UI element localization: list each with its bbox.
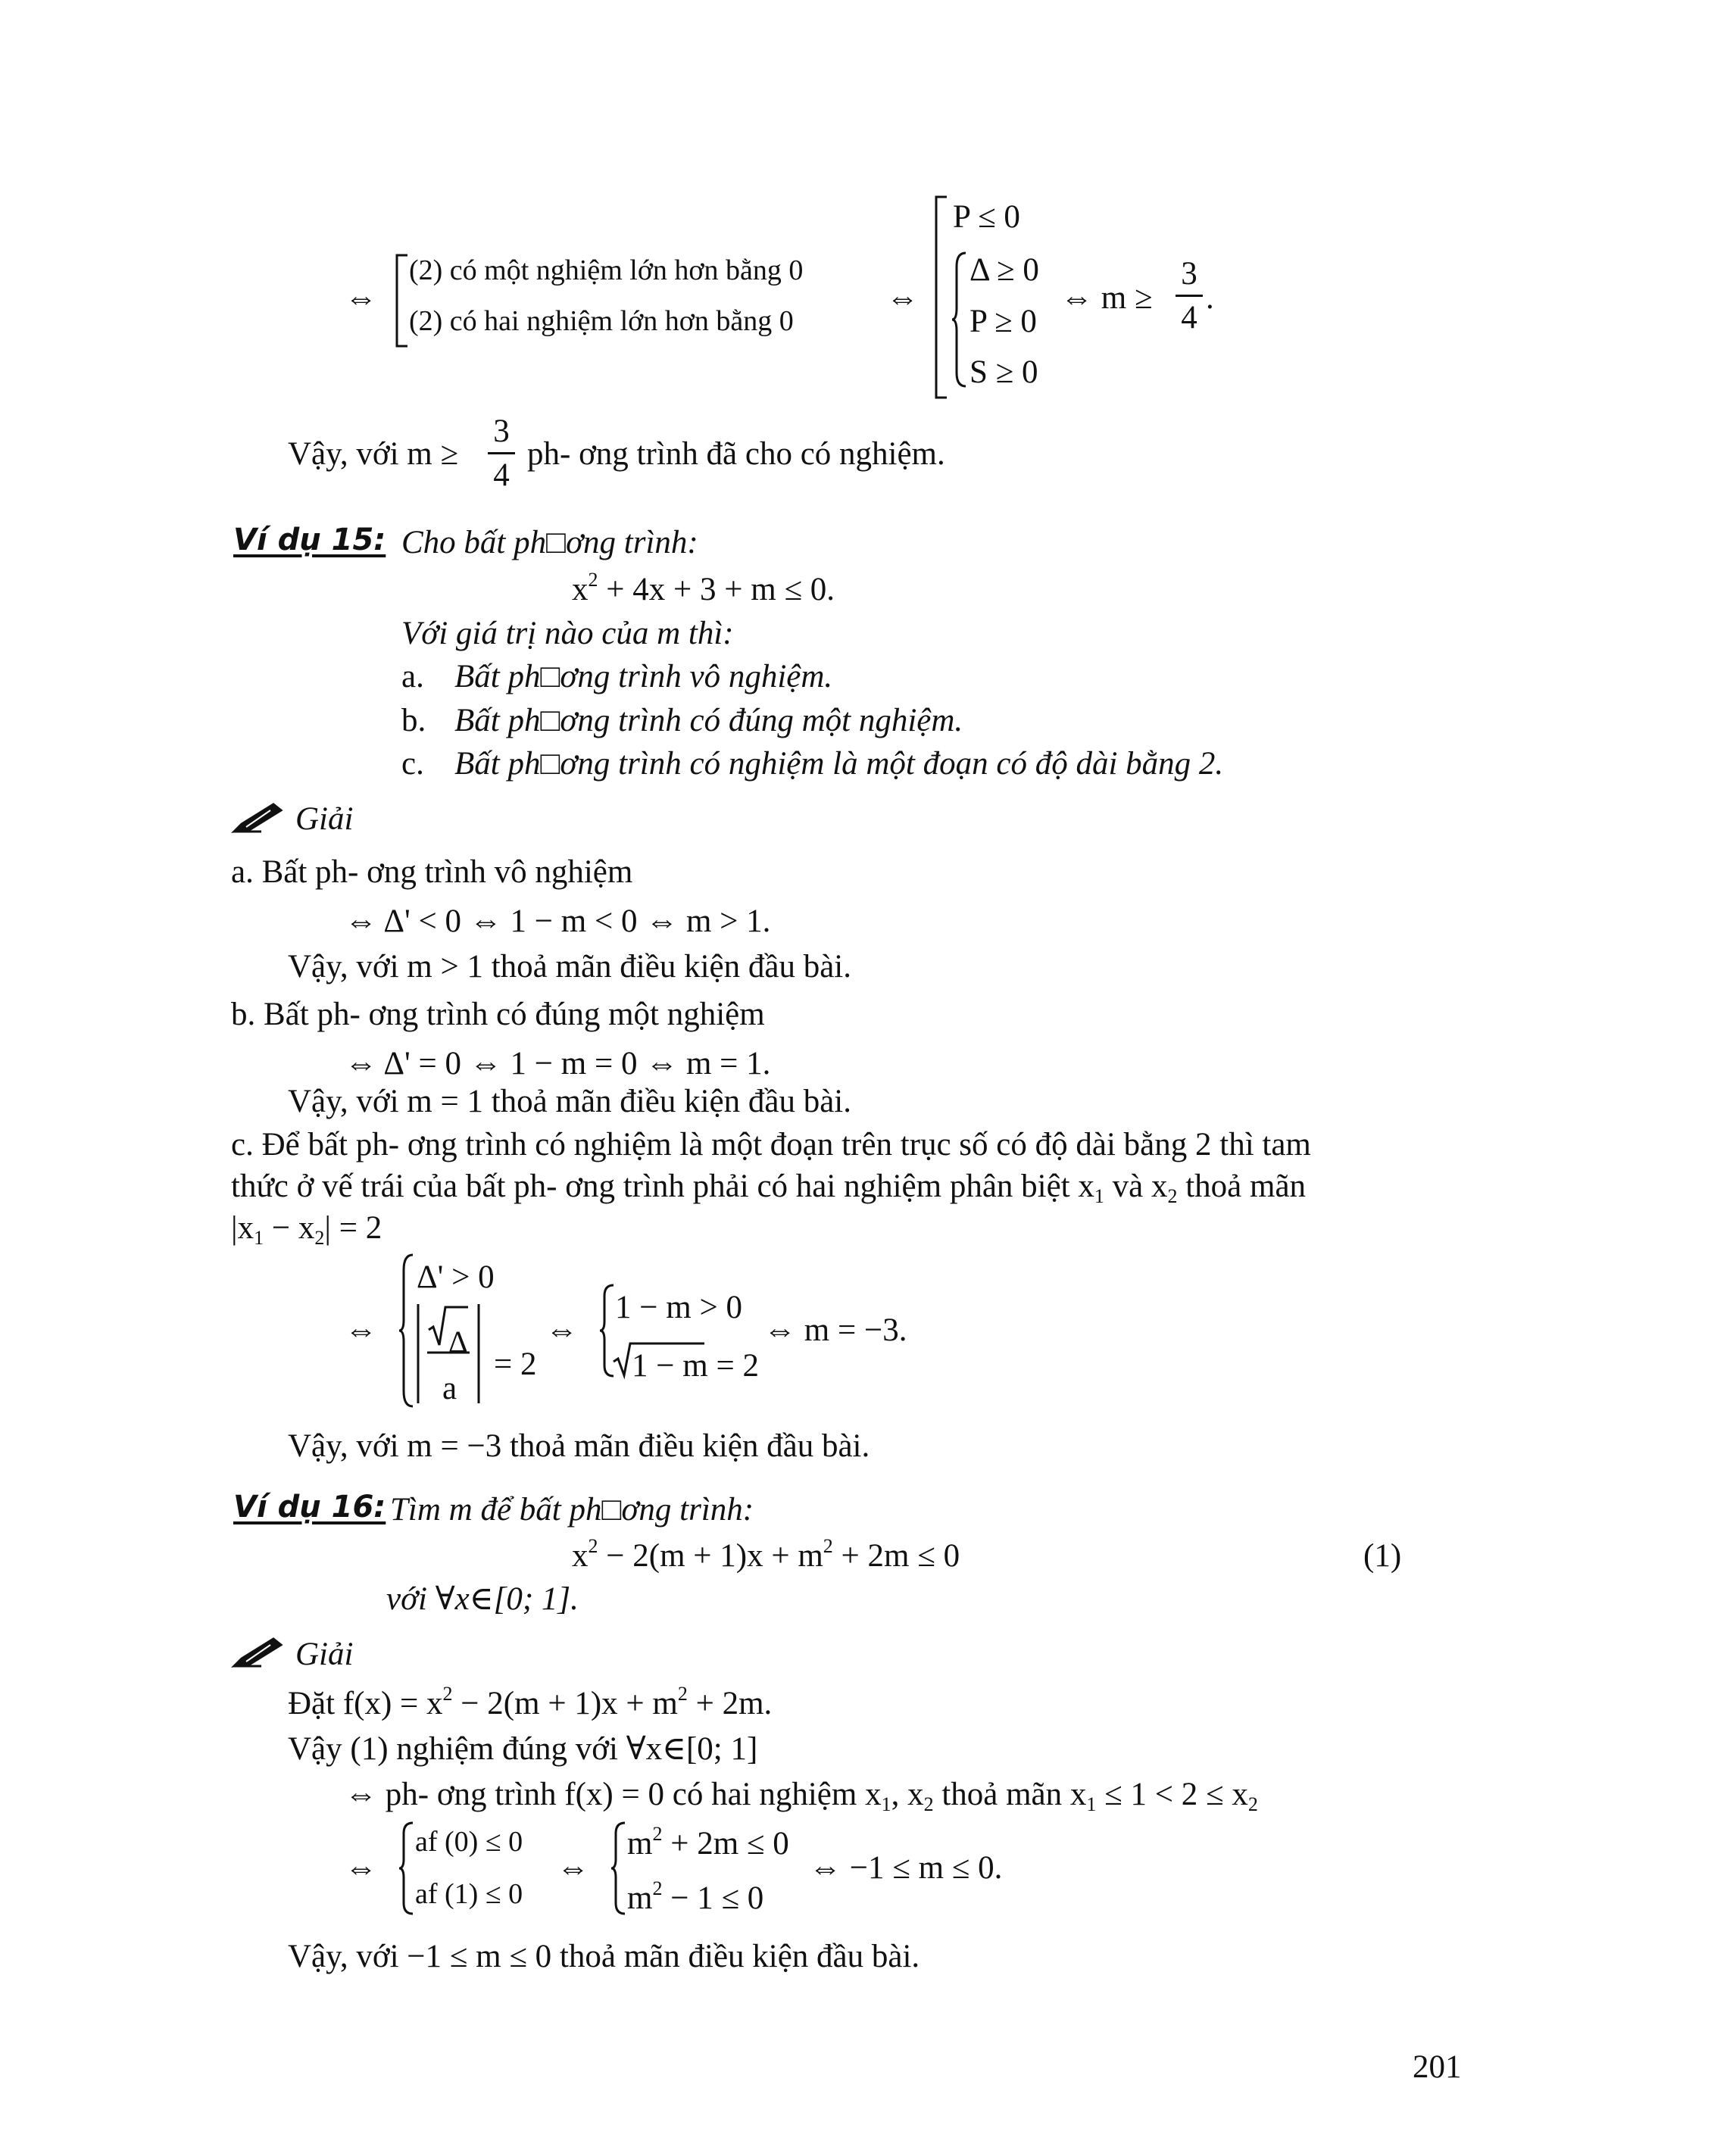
- condition-m2-minus-1: $m^2 - 1 \le 0$: [627, 1877, 764, 1916]
- fraction-numerator: 3: [493, 413, 510, 449]
- example-15-question: Với giá trị nào của m thì:: [401, 616, 734, 651]
- fraction-numerator: 3: [1181, 256, 1197, 292]
- part-b-derivation: ⇔ Δ' = 0 ⇔ 1 − m = 0 ⇔ m = 1.: [345, 1046, 771, 1081]
- case-one-root: (2) có một nghiệm lớn hơn bằng 0: [409, 254, 804, 286]
- condition-statement: Vậy (1) nghiệm đúng với ∀x∈[0; 1]: [288, 1731, 758, 1767]
- period: .: [1206, 280, 1214, 316]
- fraction-bar: [488, 452, 515, 454]
- fraction-three-quarters: [488, 415, 515, 492]
- fraction-denominator: 4: [493, 457, 510, 493]
- sqrt-one-minus-m-eq-2: 1 − m = 2: [632, 1348, 759, 1384]
- case-two-roots: (2) có hai nghiệm lớn hơn bằng 0: [409, 305, 794, 337]
- item-letter: b.: [401, 703, 426, 738]
- item-text: Bất ph□ơng trình có đúng một nghiệm.: [454, 703, 963, 738]
- part-a-derivation: ⇔ Δ' < 0 ⇔ 1 − m < 0 ⇔ m > 1.: [345, 903, 771, 939]
- example-15-inequality: $x^2 + 4x + 3 + m \le 0$.: [572, 569, 835, 607]
- condition-delta-ge-0: Δ ≥ 0: [969, 252, 1039, 288]
- or-bracket: [933, 195, 948, 400]
- part-c-conclusion: Vậy, với m = −3 thoả mãn điều kiện đầu bài.: [288, 1428, 870, 1464]
- condition-m2-plus-2m: $m^2 + 2m \le 0$: [627, 1823, 789, 1861]
- iff-symbol: ⇔: [345, 1850, 377, 1886]
- iff-symbol: ⇔: [886, 280, 919, 316]
- and-brace: [610, 1821, 626, 1916]
- condition-af1: af (1) ≤ 0: [415, 1878, 523, 1910]
- condition-s-ge-0: S ≥ 0: [969, 354, 1038, 390]
- for-all-domain: với ∀x∈[0; 1].: [386, 1581, 579, 1617]
- item-letter: c.: [401, 746, 424, 782]
- and-brace: [951, 251, 967, 388]
- result-m-eq-neg3: ⇔ m = −3.: [763, 1312, 907, 1348]
- conclusion-text: Vậy, với m ≥: [288, 436, 459, 472]
- result-m-ge: ⇔ m ≥: [1060, 280, 1153, 316]
- condition-one-minus-m-gt-0: 1 − m > 0: [615, 1290, 742, 1325]
- example-15-intro: Cho bất ph□ơng trình:: [401, 525, 698, 560]
- part-c-text-line3: $|x_1 - x_2| = 2$: [231, 1210, 382, 1249]
- or-bracket: [394, 254, 409, 348]
- part-c-text-line1: c. Để bất ph- ơng trình có nghiệm là một đoạn trên trục số có độ dài bằng 2 thì tam: [231, 1127, 1311, 1162]
- sqrt-delta: Δ: [448, 1325, 468, 1359]
- part-b-title: b. Bất ph- ơng trình có đúng một nghiệm: [231, 997, 765, 1032]
- condition-p-le-0: P ≤ 0: [953, 199, 1020, 235]
- fraction-bar: [1176, 295, 1203, 297]
- and-brace: [398, 1253, 414, 1409]
- root-condition: ⇔ ph- ơng trình f(x) = 0 có hai nghiệm $x_1$, $x_2$ thoả mãn $x_1 \le 1 < 2 \le x_2$: [345, 1777, 1258, 1815]
- define-f: Đặt $f(x) = x^2 - 2(m + 1)x + m^2 + 2m$.: [288, 1683, 773, 1721]
- example-16-inequality: $x^2 - 2(m + 1)x + m^2 + 2m \le 0$: [572, 1535, 960, 1574]
- page-number: 201: [1413, 2049, 1462, 2085]
- pencil-icon: [231, 1636, 284, 1669]
- equals-two: = 2: [494, 1347, 537, 1382]
- part-c-text-line2: thức ở vế trái của bất ph- ơng trình phải có hai nghiệm phân biệt $x_1$ và $x_2$ thoả mãn: [231, 1169, 1307, 1207]
- equation-number: (1): [1363, 1538, 1402, 1574]
- fraction-denominator: 4: [1181, 300, 1197, 335]
- condition-af0: af (0) ≤ 0: [415, 1826, 523, 1858]
- result-range: ⇔ −1 ≤ m ≤ 0.: [809, 1850, 1003, 1886]
- iff-symbol: ⇔: [557, 1850, 589, 1886]
- item-text: Bất ph□ơng trình vô nghiệm.: [454, 659, 833, 694]
- solution-title: Giải: [295, 801, 354, 837]
- conclusion-text: ph- ơng trình đã cho có nghiệm.: [527, 436, 945, 472]
- pencil-icon: [231, 801, 284, 835]
- final-conclusion: Vậy, với −1 ≤ m ≤ 0 thoả mãn điều kiện đầu bài.: [288, 1939, 920, 1974]
- part-b-conclusion: Vậy, với m = 1 thoả mãn điều kiện đầu bài.: [288, 1084, 851, 1119]
- example-16-intro: Tìm m để bất ph□ơng trình:: [390, 1492, 754, 1528]
- part-a-title: a. Bất ph- ơng trình vô nghiệm: [231, 854, 633, 890]
- example-16-heading: Ví dụ 16:: [233, 1490, 386, 1524]
- and-brace: [398, 1821, 414, 1916]
- example-15-heading: Ví dụ 15:: [233, 523, 386, 557]
- iff-symbol: ⇔: [345, 280, 377, 316]
- item-text: Bất ph□ơng trình có nghiệm là một đoạn có độ dài bằng 2.: [454, 746, 1224, 782]
- iff-symbol: ⇔: [545, 1312, 578, 1348]
- condition-delta-prime-gt-0: Δ' > 0: [417, 1259, 495, 1295]
- part-a-conclusion: Vậy, với m > 1 thoả mãn điều kiện đầu bài.: [288, 949, 851, 985]
- iff-symbol: ⇔: [345, 1312, 377, 1348]
- fraction-three-quarters: [1176, 257, 1203, 334]
- condition-p-ge-0: P ≥ 0: [969, 304, 1037, 339]
- item-letter: a.: [401, 659, 424, 694]
- denominator-a: a: [442, 1371, 457, 1406]
- solution-title: Giải: [295, 1637, 354, 1672]
